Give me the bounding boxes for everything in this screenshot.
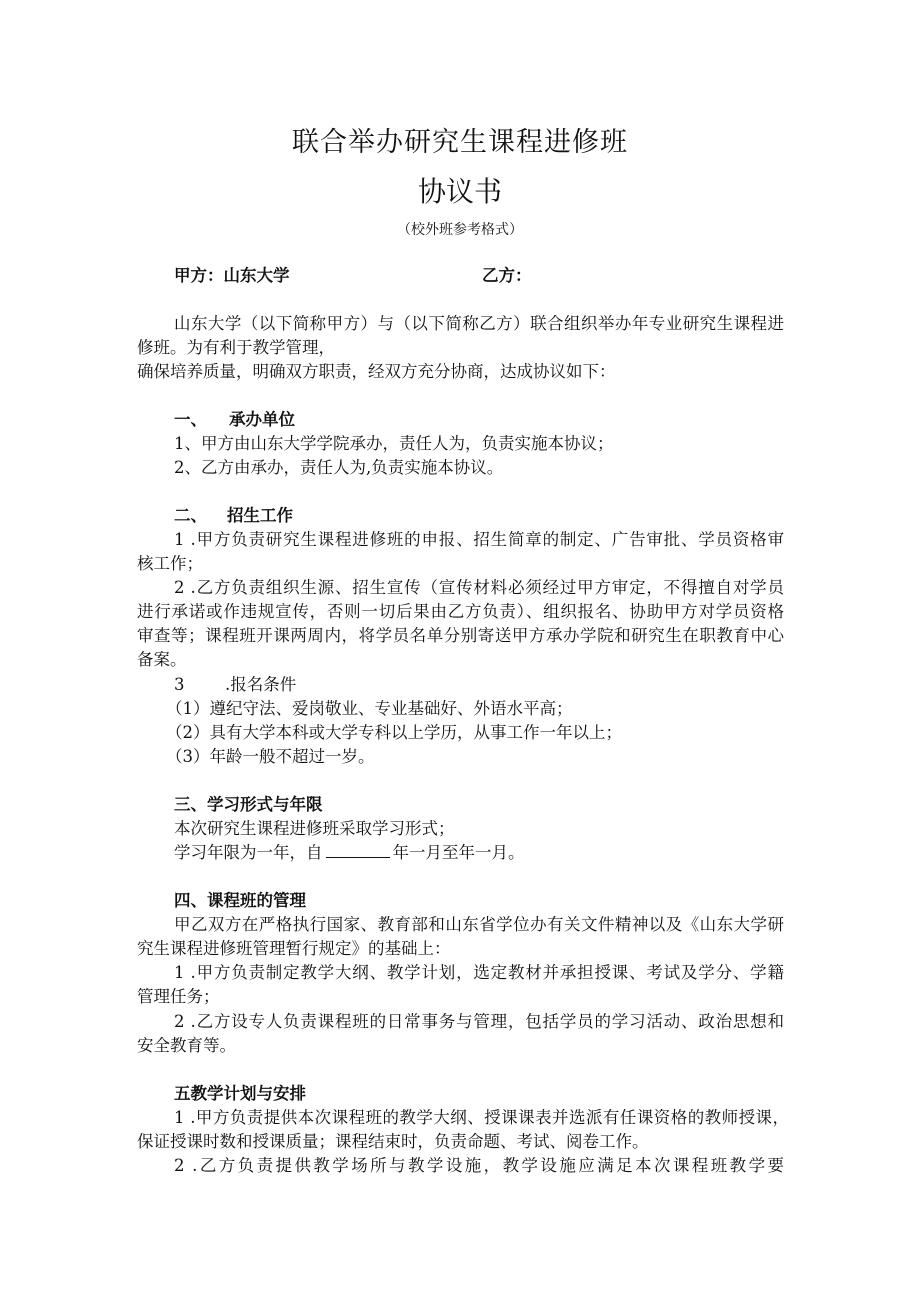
s3-line-2 (174, 843, 525, 863)
doc-subtitle: （校外班参考格式） (397, 222, 523, 238)
party-b-label: 乙方： (482, 266, 532, 285)
s1-title: 承办单位 (229, 410, 295, 429)
s5-item2-line-1: 2 .乙方负责提供教学场所与教学设施，教学设施应满足本次课程班教学要 (174, 1156, 784, 1175)
s2-item2-line-4: 备案。 (137, 650, 187, 669)
s1-item-1: 1、甲方由山东大学学院承办，责任人为，负责实施本协议； (174, 434, 614, 453)
intro-line-2: 修班。为有利于教学管理， (137, 338, 335, 357)
s5-item1-line-1: 1 .甲方负责提供本次课程班的教学大纲、授课课表并选派有任课资格的教师授课， (174, 1108, 789, 1127)
s1-number: 一、 (174, 410, 207, 429)
s2-item2-line-1: 2 .乙方负责组织生源、招生宣传（宣传材料必须经过甲方审定，不得擅自对学员 (174, 578, 784, 597)
s3-line-1: 本次研究生课程进修班采取学习形式； (174, 819, 455, 838)
s5-item1-line-2: 保证授课时数和授课质量；课程结束时，负责命题、考试、阅卷工作。 (137, 1132, 649, 1151)
s2-item1-line-1: 1 .甲方负责研究生课程进修班的申报、招生简章的制定、广告审批、学员资格审 (174, 530, 784, 549)
s2-item2-line-3: 审查等；课程班开课两周内，将学员名单分别寄送甲方承办学院和研究生在职教育中心 (137, 626, 784, 645)
party-a-label: 甲方：山东大学 (174, 266, 290, 285)
s4-item2-line-1: 2 .乙方设专人负责课程班的日常事务与管理，包括学员的学习活动、政治思想和 (174, 1012, 784, 1031)
s4-title: 四、课程班的管理 (174, 891, 306, 910)
s3-line-2-prefix: 学习年限为一年，自 (174, 843, 323, 862)
s2-item2-line-2: 进行承诺或作违规宣传，否则一切后果由乙方负责）、组织报名、协助甲方对学员资格 (137, 602, 784, 621)
s3-title: 三、学习形式与年限 (174, 795, 323, 814)
s4-intro-line-2: 究生课程进修班管理暂行规定》的基础上： (137, 939, 451, 958)
s4-item1-line-2: 管理任务； (137, 987, 220, 1006)
s4-item1-line-1: 1 .甲方负责制定教学大纲、教学计划，选定教材并承担授课、考试及学分、学籍 (174, 963, 784, 982)
s4-intro-line-1: 甲乙双方在严格执行国家、教育部和山东省学位办有关文件精神以及《山东大学研 (174, 915, 784, 934)
s5-title: 五教学计划与安排 (174, 1084, 306, 1103)
s1-item-2: 2、乙方由承办，责任人为,负责实施本协议。 (174, 458, 504, 477)
doc-title-line1: 联合举办研究生课程进修班 (292, 127, 628, 158)
intro-line-3: 确保培养质量，明确双方职责，经双方充分协商，达成协议如下： (137, 362, 616, 381)
s2-number: 二、 (174, 506, 207, 525)
doc-title-line2: 协议书 (417, 175, 502, 208)
s3-line-2-suffix: 年一月至年一月。 (392, 843, 525, 862)
s2-title: 招生工作 (227, 506, 293, 525)
s2-condition-2: （2）具有大学本科或大学专科以上学历，从事工作一年以上； (166, 723, 622, 742)
s2-item3-title: .报名条件 (225, 675, 297, 694)
s4-item2-line-2: 安全教育等。 (137, 1036, 236, 1055)
s2-item1-line-2: 核工作； (137, 554, 203, 573)
intro-line-1: 山东大学（以下简称甲方）与（以下简称乙方）联合组织举办年专业研究生课程进 (174, 314, 784, 333)
blank-underline (326, 843, 390, 858)
s2-condition-3: （3）年龄一般不超过一岁。 (166, 747, 375, 766)
s2-condition-1: （1）遵纪守法、爱岗敬业、专业基础好、外语水平高； (166, 699, 573, 718)
s2-item3-number: 3 (174, 675, 185, 694)
